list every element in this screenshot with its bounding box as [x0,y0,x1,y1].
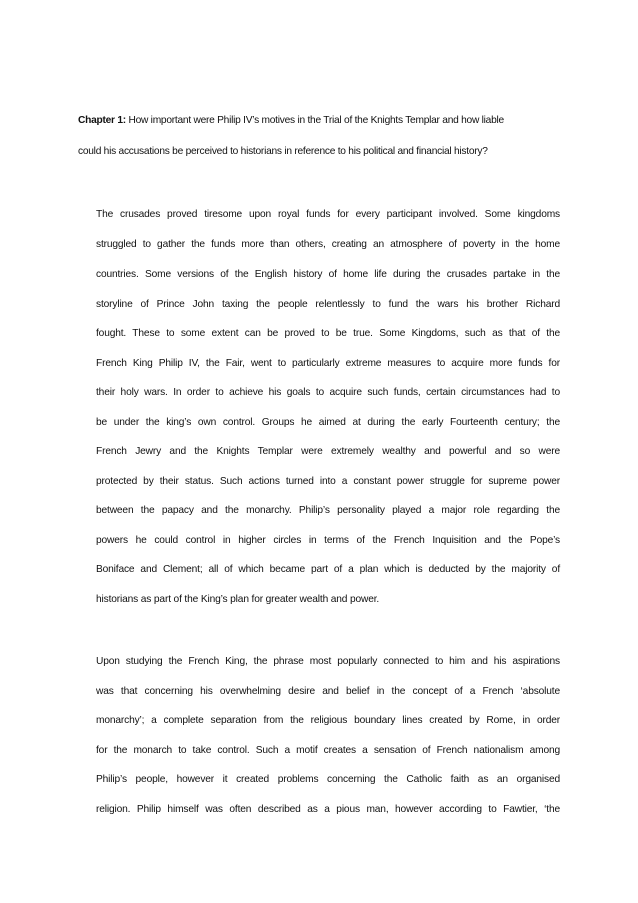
paragraph-1-line: countries. Some versions of the English history of home life during the crusades partake in the [96,269,560,280]
chapter-heading-line-2: could his accusations be perceived to historians in reference to his political and financial history? [78,146,488,157]
paragraph-1-line: historians as part of the King’s plan for greater wealth and power. [96,594,380,605]
chapter-heading-line-1 [78,114,578,128]
paragraph-1-line: their holy wars. In order to achieve his goals to acquire such funds, certain circumstances had to [96,387,560,398]
paragraph-1-line: French Jewry and the Knights Templar were extremely wealthy and powerful and so were [96,446,560,457]
paragraph-1-line: Boniface and Clement; all of which became part of a plan which is deducted by the majority of [96,564,560,575]
paragraph-2-line: Upon studying the French King, the phrase most popularly connected to him and his aspirations [96,656,560,667]
paragraph-2-line: monarchy’; a complete separation from the religious boundary lines created by Rome, in order [96,715,560,726]
paragraph-2-line: religion. Philip himself was often described as a pious man, however according to Fawtier, ‘the [96,804,560,815]
paragraph-2-line: was that concerning his overwhelming desire and belief in the concept of a French ‘absolute [96,686,560,697]
chapter-label: Chapter 1: [78,115,126,126]
paragraph-1-line: be under the king’s own control. Groups he aimed at during the early Fourteenth century; the [96,417,560,428]
paragraph-1-line: powers he could control in higher circles in terms of the French Inquisition and the Pope’s [96,535,560,546]
paragraph-1-line: storyline of Prince John taxing the people relentlessly to fund the wars his brother Richard [96,299,560,310]
paragraph-1-line: between the papacy and the monarchy. Philip’s personality played a major role regarding the [96,505,560,516]
paragraph-1-line: The crusades proved tiresome upon royal funds for every participant involved. Some kingdoms [96,209,560,220]
paragraph-2-line: Philip’s people, however it created problems concerning the Catholic faith as an organised [96,774,560,785]
paragraph-1-line: struggled to gather the funds more than others, creating an atmosphere of poverty in the home [96,239,560,250]
chapter-heading-text: How important were Philip IV’s motives in the Trial of the Knights Templar and how liable [125,115,504,126]
paragraph-2-line: for the monarch to take control. Such a motif creates a sensation of French nationalism among [96,745,560,756]
paragraph-1-line: protected by their status. Such actions turned into a constant power struggle for supreme power [96,476,560,487]
paragraph-1-line: French King Philip IV, the Fair, went to particularly extreme measures to acquire more funds for [96,358,560,369]
paragraph-1-line: fought. These to some extent can be proved to be true. Some Kingdoms, such as that of the [96,328,560,339]
